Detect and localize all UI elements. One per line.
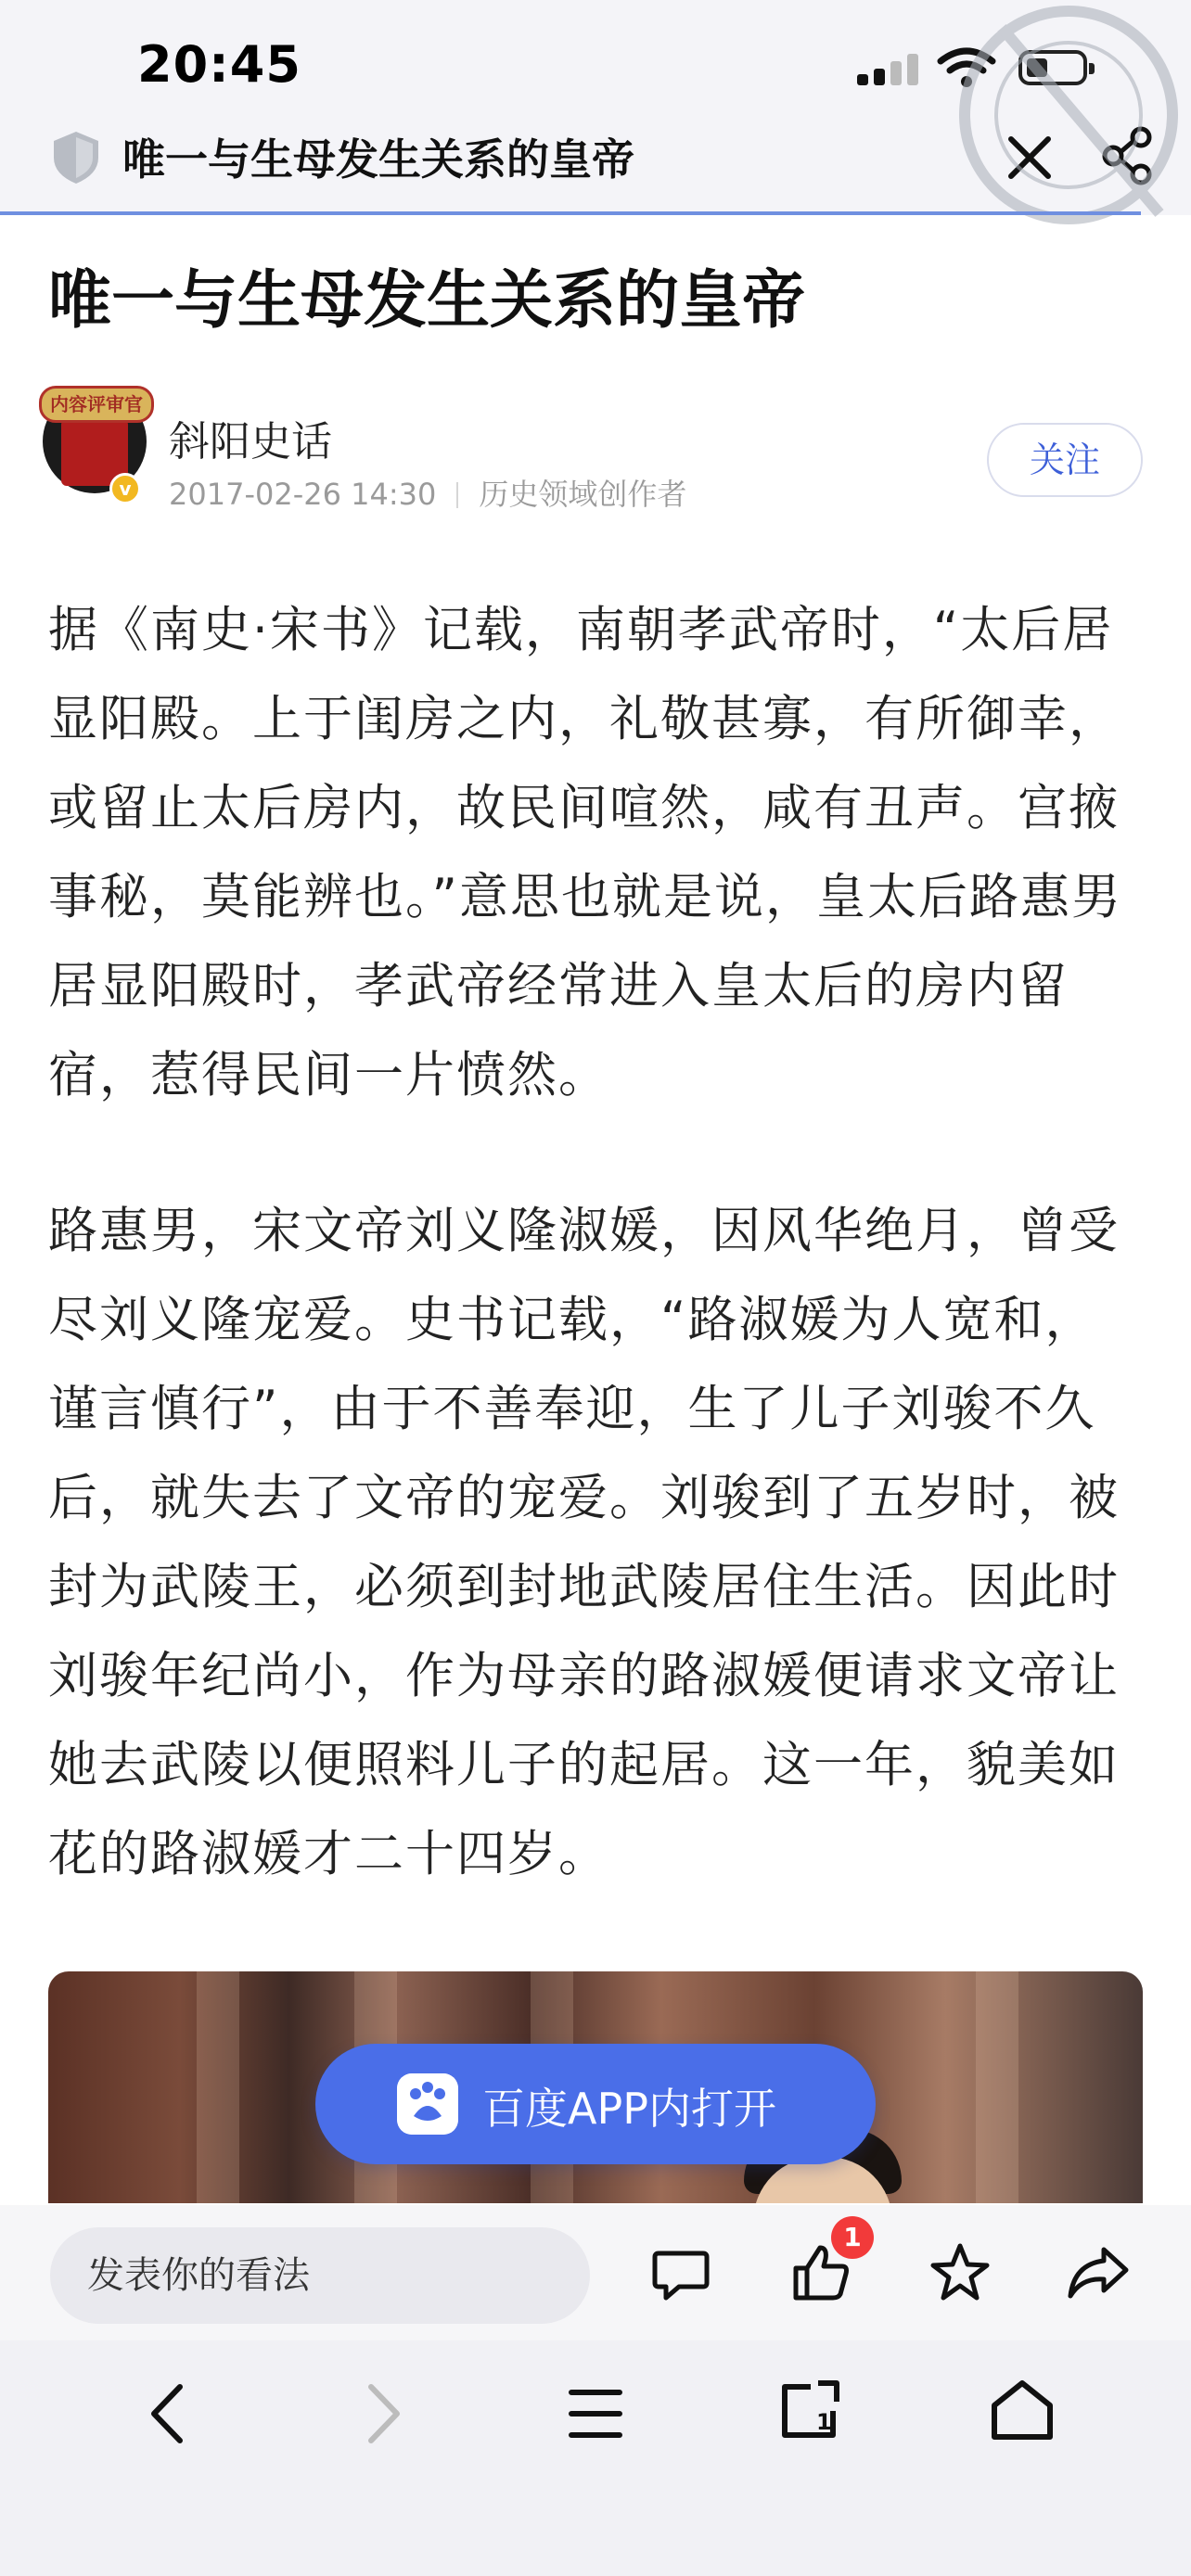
page-load-progress [0, 211, 1141, 215]
back-icon[interactable] [145, 2381, 191, 2446]
svg-text:1: 1 [816, 2409, 832, 2435]
forward-icon[interactable] [360, 2381, 406, 2446]
status-time: 20:45 [137, 35, 301, 94]
shield-icon [50, 130, 102, 185]
article-paragraph: 路惠男，宋文帝刘义隆淑媛，因风华绝月，曾受尽刘义隆宠爱。史书记载，“路淑媛为人宽和，谨言慎行”，由于不善奉迎，生了儿子刘骏不久后，就失去了文帝的宠爱。刘骏到了五岁时，被封为武陵王，必须到封地武陵居住生活。因此时刘骏年纪尚小，作为母亲的路淑媛便请求文帝让她去武陵以便照料儿子的起居。这一年，貌美如花的路淑媛才二十四岁。 [48, 1203, 1120, 1882]
author-meta [169, 471, 686, 514]
author-name[interactable]: 斜阳史话 [169, 418, 332, 465]
menu-icon[interactable] [568, 2387, 623, 2441]
watermark-stamp [946, 0, 1191, 241]
tabs-icon[interactable] [777, 2379, 840, 2442]
comment-input[interactable]: 发表你的看法 [50, 2227, 590, 2324]
publish-date: 2017-02-26 14:30 [169, 477, 437, 512]
share-icon[interactable] [1067, 2244, 1130, 2302]
home-icon[interactable] [989, 2378, 1056, 2442]
browser-header [0, 0, 1191, 215]
browser-page-title: 唯一与生母发生关系的皇帝 [122, 134, 634, 185]
open-in-app-button[interactable] [315, 2044, 876, 2164]
open-in-app-label: 百度APP内打开 [482, 2084, 776, 2134]
follow-button[interactable]: 关注 [987, 423, 1143, 497]
article-title: 唯一与生母发生关系的皇帝 [48, 264, 806, 338]
meta-divider [456, 482, 458, 508]
verified-icon: v [109, 473, 141, 504]
comment-icon[interactable] [651, 2244, 711, 2303]
signal-icon [857, 54, 924, 91]
like-count-badge: 1 [831, 2216, 874, 2259]
star-icon[interactable] [929, 2242, 991, 2303]
author-role: 历史领域创作者 [479, 477, 687, 512]
article-paragraph: 据《南史·宋书》记载，南朝孝武帝时，“太后居显阳殿。上于闺房之内，礼敬甚寡，有所御幸，或留止太后房内，故民间喧然，咸有丑声。宫掖事秘，莫能辨也。”意思也就是说，皇太后路惠男居显阳殿时，孝武帝经常进入皇太后的房内留宿，惹得民间一片愤然。 [48, 602, 1122, 1103]
baidu-paw-icon [397, 2073, 458, 2135]
browser-nav-bar [0, 2340, 1191, 2576]
avatar-badge: 内容评审官 [39, 386, 154, 423]
